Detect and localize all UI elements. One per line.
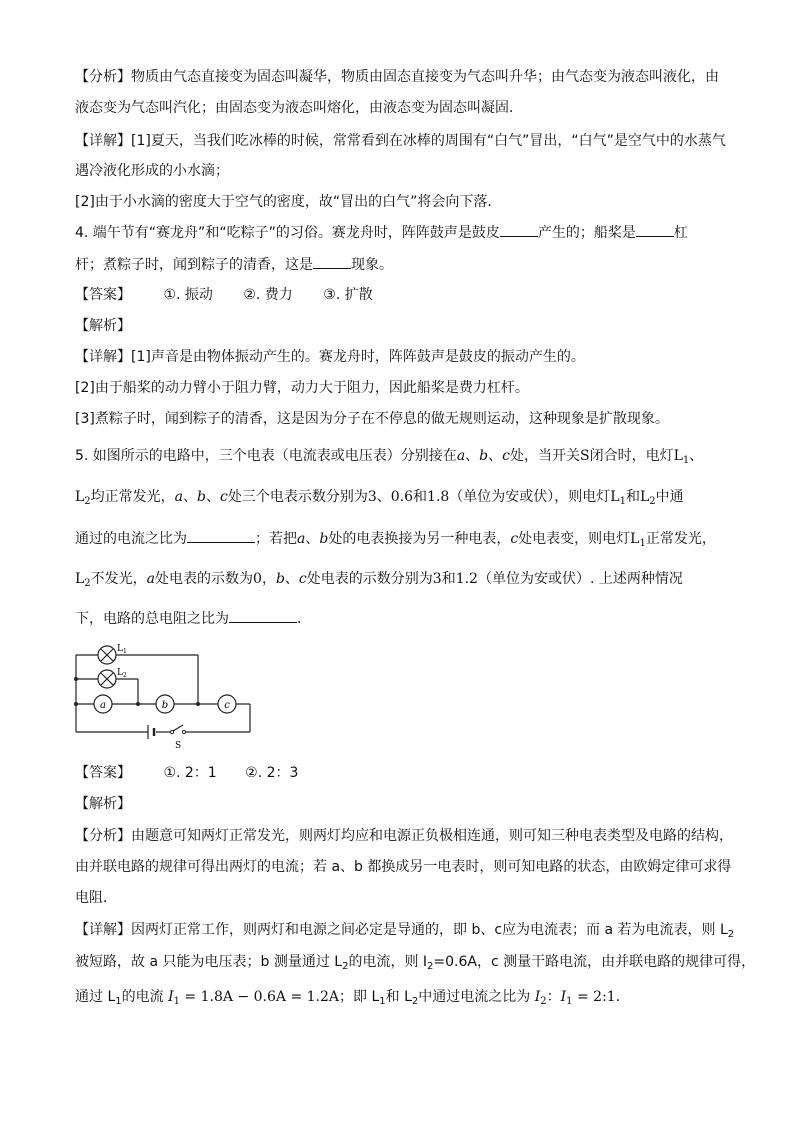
lamp-l1-icon [98, 646, 116, 664]
explanation-line: [3]煮粽子时，闻到粽子的清香，这是因为分子在不停息的做无规则运动，这种现象是扩散现象。 [75, 411, 669, 427]
formula-text: = 2:1 [572, 989, 616, 1005]
q5-var: b [479, 448, 489, 464]
q5-var: S [579, 448, 590, 464]
q5-text: 、 [376, 489, 391, 505]
q4-text: 杆；煮粽子时，闻到粽子的清香，这是 [75, 257, 313, 273]
q5-text: 处电表的示数分别为 [306, 571, 433, 587]
solution-heading: 【解析】 [75, 796, 131, 812]
lamp-l1-label: $L_1$ [117, 644, 127, 655]
q4-text: 杠 [673, 225, 688, 241]
answer-item: ①. 振动 [163, 287, 213, 303]
explanation-line: [2]由于船桨的动力臂小于阻力臂，动力大于阻力，因此船桨是费力杠杆。 [75, 380, 529, 396]
meter-b-label: b [161, 700, 169, 711]
answer-blank [500, 222, 538, 237]
explanation-text: 的电流，则 I [348, 954, 428, 970]
lamp-l2-label: $L_2$ [117, 668, 127, 679]
formula-sub: 2 [540, 996, 547, 1007]
answer-label: 【答案】 [75, 765, 131, 781]
junction-dot [74, 677, 78, 681]
junction-dot [74, 702, 78, 706]
q5-var: a [456, 448, 466, 464]
analysis-line: 【分析】由题意可知两灯正常发光，则两灯均应和电源正负极相连通，则可知三种电表类型及电路的结构， [75, 828, 733, 844]
answer-item: ③. 扩散 [323, 287, 373, 303]
formula-text: ： [546, 989, 561, 1005]
formula-var: I [168, 989, 174, 1005]
q5-text: 、 [183, 489, 198, 505]
analysis-line: 【分析】物质由气态直接变为固态叫凝华，物质由固态直接变为气态叫升华；由气态变为液态叫液化，由 [75, 69, 719, 85]
q4-text: 现象。 [351, 257, 393, 273]
question-4-line-2 [75, 254, 393, 275]
q5-sub: 2 [84, 496, 91, 507]
q5-var: c [298, 571, 307, 587]
q5-text: 、 [689, 448, 704, 464]
question-5-line-5 [75, 608, 311, 629]
q5-var: b [319, 531, 329, 547]
question-5-line-1 [75, 446, 703, 471]
answer-blank [636, 222, 674, 237]
battery-icon [148, 725, 154, 739]
q5-text: 、 [488, 448, 503, 464]
q5-var: b [197, 489, 206, 505]
answer-item: ①. 2：1 [163, 765, 217, 781]
formula-text: = 1.8A − 0.6A = 1.2A [179, 989, 340, 1005]
formula-var: I [560, 989, 567, 1005]
q4-text: 产生的；船桨是 [537, 225, 636, 241]
q5-var: c [220, 489, 228, 505]
q5-text: 正常发光， [645, 531, 716, 547]
q5-text: 和 [413, 489, 428, 505]
question-5-line-3 [75, 528, 716, 554]
explanation-text: 中通过电流之比为 [418, 989, 535, 1005]
explanation-sub: 2 [427, 961, 434, 972]
q5-num: 0 [253, 571, 262, 587]
q5-text: 、 [284, 571, 299, 587]
answer-blank [187, 528, 255, 543]
meter-c-icon [218, 695, 236, 713]
explanation-sub: 1 [115, 996, 122, 1007]
q5-var: L [75, 571, 85, 587]
formula-sub: 1 [566, 996, 573, 1007]
question-5-line-4 [75, 569, 683, 594]
q5-sub: 2 [649, 496, 656, 507]
explanation-line: [2]由于小水滴的密度大于空气的密度，故“冒出的白气”将会向下落． [75, 194, 502, 210]
q5-text: 、 [305, 531, 320, 547]
lamp-l2-icon [98, 670, 116, 688]
q5-var: L [610, 489, 620, 505]
analysis-line: 电阻． [75, 890, 117, 906]
explanation-line: 【详解】[1]夏天，当我们吃冰棒的时候，常常看到在冰棒的周围有“白气”冒出，“白气”是空气中的水蒸气 [75, 133, 726, 149]
q5-text: 中通 [655, 489, 684, 505]
question-5-line-2 [75, 487, 684, 512]
q5-num: 1.8 [427, 489, 450, 505]
junction-dot [196, 702, 200, 706]
q5-sub: 2 [84, 578, 91, 589]
explanation-text: 被短路，故 a 只能为电压表；b 测量通过 L [75, 954, 343, 970]
explanation-line [75, 987, 630, 1012]
answer-blank [229, 608, 297, 623]
answer-4 [75, 285, 373, 305]
explanation-line [75, 952, 755, 977]
explanation-line: 遇冷液化形成的小水滴； [75, 163, 229, 179]
explanation-text: 和 L [385, 989, 412, 1005]
formula-var: I [534, 989, 541, 1005]
switch-icon [170, 725, 185, 734]
q5-text: ． [297, 611, 311, 627]
q5-var: L [75, 489, 85, 505]
q5-text: ， [261, 571, 276, 587]
explanation-sub: 2 [727, 929, 735, 940]
junction-dot [136, 702, 140, 706]
q5-var: c [502, 448, 510, 464]
q5-text: ；若把 [255, 531, 297, 547]
explanation-sub: 2 [342, 961, 349, 972]
q5-var: a [297, 531, 306, 547]
answer-blank [313, 254, 351, 269]
circuit-diagram [70, 640, 260, 752]
q5-text: 不发光， [90, 571, 147, 587]
q5-text: 均正常发光， [90, 489, 175, 505]
q5-num: 3 [432, 571, 442, 587]
explanation-text: =0.6A，c 测量干路电流，由并联电路的规律可得， [433, 954, 756, 970]
q5-sub: 1 [682, 455, 690, 466]
analysis-line: 液态变为气态叫汽化；由固态变为液态叫熔化，由液态变为固态叫凝固． [75, 100, 523, 116]
q5-num: 0.6 [390, 489, 414, 505]
q5-text: 、 [206, 489, 220, 505]
q5-text: 处电表变，则电灯 [518, 531, 631, 547]
q5-var: a [174, 489, 184, 505]
q5-var: c [510, 531, 519, 547]
q5-text: 处三个电表示数分别为 [227, 489, 368, 505]
q5-text: 通过的电流之比为 [75, 531, 187, 547]
q5-var: b [275, 571, 285, 587]
q5-sub: 1 [639, 538, 646, 549]
question-4-line-1 [75, 222, 688, 243]
explanation-text: ． [615, 989, 630, 1005]
q5-text: 闭合时，电灯 [589, 448, 674, 464]
q4-text: 4. 端午节有“赛龙舟”和“吃粽子”的习俗。赛龙舟时，阵阵鼓声是鼓皮 [75, 225, 500, 241]
meter-b-icon [156, 695, 174, 713]
explanation-line: 【详解】[1]声音是由物体振动产生的。赛龙舟时，阵阵鼓声是鼓皮的振动产生的。 [75, 349, 585, 365]
answer-item: ②. 费力 [243, 287, 293, 303]
explanation-text: 的电流 [121, 989, 169, 1005]
explanation-line [75, 920, 734, 945]
q5-sub: 1 [619, 496, 626, 507]
q5-text: 5. 如图所示的电路中，三个电表（电流表或电压表）分别接在 [75, 448, 457, 464]
analysis-line: 由并联电路的规律可得出两灯的电流；若 a、b 都换成另一电表时，则可知电路的状态，由欧姆定律可求得 [75, 859, 732, 875]
q5-text: （单位为安或伏）. 上述两种情况 [477, 571, 683, 587]
q5-text: 和 [441, 571, 456, 587]
formula-sub: 1 [173, 996, 180, 1007]
q5-var: L [639, 489, 650, 505]
q5-text: （单位为安或伏），则电灯 [449, 489, 611, 505]
answer-item: ②. 2：3 [245, 765, 299, 781]
q5-var: L [673, 448, 683, 464]
explanation-text: ；即 L [339, 989, 380, 1005]
q5-text: 处，当开关 [509, 448, 580, 464]
meter-c-label: c [224, 700, 230, 711]
meter-a-label: a [100, 700, 106, 711]
explanation-sub: 1 [379, 996, 386, 1007]
q5-num: 1.2 [455, 571, 478, 587]
solution-heading: 【解析】 [75, 318, 131, 334]
explanation-text: 通过 L [75, 989, 116, 1005]
explanation-text: 【详解】因两灯正常工作，则两灯和电源之间必定是导通的，即 b、c应为电流表；而 a 若为电流表，则 L [75, 922, 728, 938]
switch-label: S [175, 741, 182, 751]
explanation-sub: 2 [411, 996, 419, 1007]
q5-text: 和 [625, 489, 640, 505]
answer-5 [75, 763, 298, 783]
q5-text: 处的电表换接为另一种电表， [328, 531, 511, 547]
answer-label: 【答案】 [75, 287, 131, 303]
q5-text: 下，电路的总电阻之比为 [75, 611, 229, 627]
q5-var: L [630, 531, 640, 547]
q5-text: 、 [465, 448, 480, 464]
q5-num: 3 [367, 489, 377, 505]
meter-a-icon [94, 695, 112, 713]
q5-var: a [146, 571, 156, 587]
q5-text: 处电表的示数为 [155, 571, 254, 587]
